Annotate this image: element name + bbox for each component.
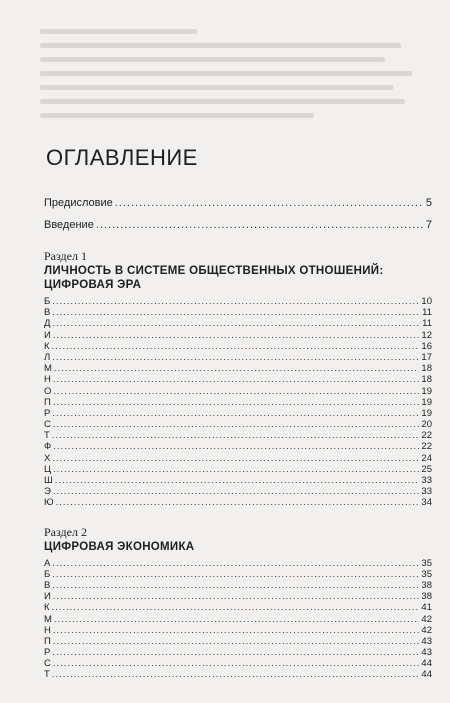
toc-section: [44, 525, 432, 681]
toc-entry-page: 38: [421, 591, 432, 603]
dot-leader: [52, 569, 419, 580]
toc-entry-page: 19: [421, 385, 432, 397]
toc-entry-page: 7: [425, 219, 432, 231]
toc-entry-page: 35: [421, 557, 432, 569]
dot-leader: [55, 475, 420, 486]
toc-entry-page: 18: [421, 374, 432, 386]
toc-entry-page: 11: [422, 318, 432, 330]
toc-entry[interactable]: [44, 453, 432, 464]
toc-entry-page: 11: [422, 307, 432, 319]
section-title: ЦИФРОВАЯ ЭРА: [44, 279, 142, 291]
dot-leader: [52, 669, 420, 680]
toc-page: [44, 145, 432, 681]
toc-entry[interactable]: [44, 430, 432, 441]
section-title: ЛИЧНОСТЬ В СИСТЕМЕ ОБЩЕСТВЕННЫХ ОТНОШЕНИЙ:: [44, 265, 384, 277]
toc-entry[interactable]: [44, 341, 432, 352]
toc-entry-page: 12: [421, 329, 432, 341]
toc-entry-label: Б: [44, 296, 51, 307]
dot-leader: [52, 352, 419, 363]
toc-entry[interactable]: [44, 408, 432, 419]
toc-entry-page: 43: [421, 647, 432, 659]
dot-leader: [53, 636, 420, 647]
toc-entry-page: 35: [421, 568, 432, 580]
dot-leader: [52, 341, 420, 352]
toc-entry[interactable]: [44, 386, 432, 397]
toc-entry-page: 5: [425, 197, 432, 209]
section-label: Раздел 2: [44, 524, 87, 539]
toc-entry-label: М: [44, 613, 52, 625]
dot-leader: [52, 408, 419, 419]
toc-entry[interactable]: [44, 318, 432, 329]
toc-entry-label: Э: [44, 486, 51, 498]
toc-entry-page: 44: [421, 669, 432, 681]
toc-entry-label: К: [44, 602, 50, 614]
toc-entry-page: 19: [421, 407, 432, 419]
dot-leader: [54, 363, 420, 374]
section-label: Раздел 1: [44, 249, 87, 263]
toc-entry[interactable]: [44, 602, 432, 613]
toc-entry-label: П: [44, 396, 51, 408]
toc-entry[interactable]: [44, 374, 432, 385]
toc-entry-label: И: [44, 591, 51, 603]
toc-entry-page: 10: [421, 296, 432, 307]
toc-entry-page: 41: [421, 602, 432, 614]
toc-entry-label: Т: [44, 669, 50, 681]
toc-entry-label: К: [44, 340, 50, 352]
toc-entry[interactable]: [44, 219, 432, 233]
toc-entry[interactable]: [44, 397, 432, 408]
toc-entry-label: А: [44, 557, 51, 569]
toc-entry-page: 20: [421, 419, 432, 431]
toc-entry-label: Р: [44, 647, 51, 659]
dot-leader: [56, 497, 420, 508]
dot-leader: [53, 486, 420, 497]
dot-leader: [52, 602, 420, 613]
toc-entry-page: 34: [421, 497, 432, 509]
toc-entry-page: 22: [421, 441, 432, 453]
toc-entry-label: Ф: [44, 441, 52, 453]
toc-entry[interactable]: [44, 614, 432, 625]
toc-entry-label: Ц: [44, 463, 52, 475]
toc-sections: [44, 249, 432, 681]
dot-leader: [52, 430, 420, 441]
toc-entry[interactable]: [44, 475, 432, 486]
toc-entry[interactable]: [44, 591, 432, 602]
toc-entry-page: 38: [421, 579, 432, 591]
toc-entry-label: Предисловие: [44, 197, 113, 209]
toc-entry-label: П: [44, 635, 51, 647]
dot-leader: [53, 464, 419, 475]
toc-entry-label: Н: [44, 624, 51, 636]
dot-leader: [53, 625, 420, 636]
dot-leader: [53, 441, 419, 452]
toc-entry-label: Н: [44, 374, 51, 386]
toc-entry-page: 33: [421, 486, 432, 498]
toc-entry-page: 17: [421, 351, 432, 363]
toc-entry[interactable]: [44, 486, 432, 497]
toc-entry-label: Ю: [44, 497, 54, 509]
toc-entry[interactable]: [44, 441, 432, 452]
toc-entry-label: В: [44, 307, 51, 319]
toc-entry-page: 42: [421, 624, 432, 636]
toc-entry-page: 24: [421, 452, 432, 464]
toc-entry[interactable]: [44, 296, 432, 307]
toc-entry-label: С: [44, 658, 51, 670]
toc-entry-label: Б: [44, 568, 51, 580]
toc-entry-label: О: [44, 385, 52, 397]
dot-leader: [52, 453, 419, 464]
toc-entry[interactable]: [44, 197, 432, 211]
section-entries: [44, 296, 432, 509]
toc-entry[interactable]: [44, 580, 432, 591]
dot-leader: [53, 386, 419, 397]
dot-leader: [52, 580, 419, 591]
toc-entry-label: И: [44, 329, 51, 341]
dot-leader: [53, 591, 420, 602]
toc-entry-label: М: [44, 363, 52, 375]
toc-entry-page: 44: [421, 658, 432, 670]
toc-entry[interactable]: [44, 352, 432, 363]
toc-entry[interactable]: [44, 419, 432, 430]
toc-section: [44, 249, 432, 509]
toc-entry-page: 33: [421, 475, 432, 486]
toc-entry[interactable]: [44, 497, 432, 508]
dot-leader: [52, 647, 419, 658]
toc-entry-label: Х: [44, 452, 51, 464]
dot-leader: [115, 197, 424, 209]
toc-entry-page: 16: [421, 340, 432, 352]
toc-entry[interactable]: [44, 558, 432, 569]
toc-entry-page: 22: [421, 430, 432, 442]
section-entries: [44, 558, 432, 681]
dot-leader: [52, 318, 420, 329]
dot-leader: [53, 330, 420, 341]
toc-entry-page: 42: [421, 613, 432, 625]
toc-entry-label: Ш: [44, 475, 53, 486]
dot-leader: [52, 307, 420, 318]
toc-entry[interactable]: [44, 464, 432, 475]
dot-leader: [54, 614, 420, 625]
section-title: ЦИФРОВАЯ ЭКОНОМИКА: [44, 540, 195, 553]
dot-leader: [53, 658, 420, 669]
dot-leader: [52, 296, 419, 307]
toc-entry-page: 19: [421, 396, 432, 408]
toc-entry-label: Введение: [44, 219, 94, 231]
toc-entry[interactable]: [44, 658, 432, 669]
toc-entry[interactable]: [44, 569, 432, 580]
toc-entry-page: 43: [421, 635, 432, 647]
toc-entry[interactable]: [44, 330, 432, 341]
toc-entry[interactable]: [44, 307, 432, 318]
toc-entry[interactable]: [44, 625, 432, 636]
toc-entry-label: Т: [44, 430, 50, 442]
toc-entry-page: 18: [421, 363, 432, 375]
dot-leader: [96, 219, 424, 231]
toc-entry[interactable]: [44, 636, 432, 647]
toc-entry[interactable]: [44, 669, 432, 680]
toc-entry[interactable]: [44, 363, 432, 374]
dot-leader: [53, 397, 420, 408]
page-title: ОГЛАВЛЕНИЕ: [46, 145, 198, 170]
toc-entry[interactable]: [44, 647, 432, 658]
toc-entry-label: Р: [44, 407, 51, 419]
toc-entry-page: 25: [421, 463, 432, 475]
toc-entry-label: С: [44, 419, 51, 431]
toc-entry-label: В: [44, 579, 51, 591]
toc-entry-label: Д: [44, 318, 51, 330]
dot-leader: [53, 374, 420, 385]
show-through-text: [40, 20, 432, 150]
dot-leader: [53, 419, 420, 430]
toc-entry-label: Л: [44, 351, 51, 363]
dot-leader: [52, 558, 419, 569]
front-matter: [44, 197, 432, 233]
